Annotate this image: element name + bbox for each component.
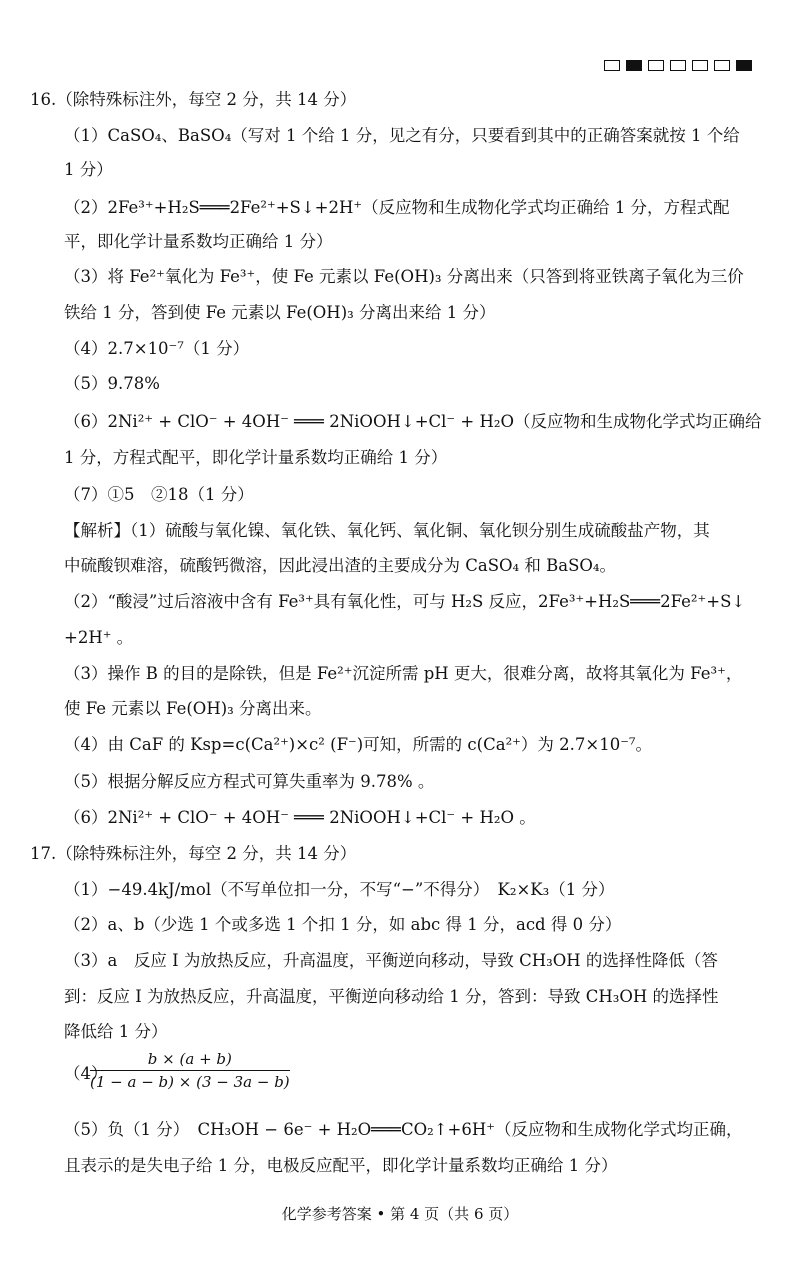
filled-square-icon [626, 60, 642, 71]
text-line: （1）−49.4kJ/mol（不写单位扣一分，不写“−”不得分） K₂×K₃（1 分） [64, 880, 615, 899]
empty-square-icon [604, 60, 620, 71]
text-line: 铁给 1 分，答到使 Fe 元素以 Fe(OH)₃ 分离出来给 1 分） [64, 303, 496, 322]
text-line: +2H⁺ 。 [64, 628, 134, 647]
empty-square-icon [692, 60, 708, 71]
fraction-answer [90, 1050, 290, 1091]
text-line: （4）由 CaF 的 Ksp=c(Ca²⁺)×c² (F⁻)可知，所需的 c(Ca²⁺）为 2.7×10⁻⁷。 [64, 735, 653, 754]
text-line: 1 分） [64, 160, 113, 179]
text-line: （7）①5 ②18（1 分） [64, 485, 254, 504]
text-line: （5）负（1 分） CH₃OH − 6e⁻ + H₂O═══CO₂↑+6H⁺（反应物和生成物化学式均正确， [64, 1120, 743, 1139]
text-line: （4）2.7×10⁻⁷（1 分） [64, 339, 250, 358]
text-line: （2）2Fe³⁺+H₂S═══2Fe²⁺+S↓+2H⁺（反应物和生成物化学式均正确给 1 分，方程式配 [64, 198, 730, 217]
filled-square-icon [736, 60, 752, 71]
text-line: 到：反应 Ⅰ 为放热反应，升高温度，平衡逆向移动给 1 分，答到：导致 CH₃OH 的选择性 [64, 987, 719, 1006]
text-line: 中硫酸钡难溶，硫酸钙微溶，因此浸出渣的主要成分为 CaSO₄ 和 BaSO₄。 [64, 556, 617, 575]
text-line: 17.（除特殊标注外，每空 2 分，共 14 分） [30, 844, 357, 863]
text-line: 使 Fe 元素以 Fe(OH)₃ 分离出来。 [64, 699, 322, 718]
text-line: （2）“酸浸”过后溶液中含有 Fe³⁺具有氧化性，可与 H₂S 反应，2Fe³⁺+H₂S═══2Fe²⁺+S↓ [64, 592, 746, 611]
fraction-denominator: (1 − a − b) × (3 − 3a − b) [90, 1073, 290, 1091]
empty-square-icon [670, 60, 686, 71]
text-line: （5）9.78% [64, 374, 160, 393]
text-line: 16.（除特殊标注外，每空 2 分，共 14 分） [30, 90, 357, 109]
text-line: 平，即化学计量系数均正确给 1 分） [64, 232, 333, 251]
text-line: 且表示的是失电子给 1 分，电极反应配平，即化学计量系数均正确给 1 分） [64, 1156, 618, 1175]
text-line: 1 分，方程式配平，即化学计量系数均正确给 1 分） [64, 448, 448, 467]
text-line: （1）CaSO₄、BaSO₄（写对 1 个给 1 分，见之有分，只要看到其中的正确答案就按 1 个给 [64, 126, 740, 145]
fraction-numerator: b × (a + b) [90, 1050, 290, 1071]
text-line: 【解析】（1）硫酸与氧化镍、氧化铁、氧化钙、氧化铜、氧化钡分别生成硫酸盐产物，其 [64, 521, 710, 540]
text-line: （3）将 Fe²⁺氧化为 Fe³⁺，使 Fe 元素以 Fe(OH)₃ 分离出来（只答到将亚铁离子氧化为三价 [64, 267, 744, 286]
text-line: （5）根据分解反应方程式可算失重率为 9.78% 。 [64, 772, 435, 791]
text-line: （2）a、b（少选 1 个或多选 1 个扣 1 分，如 abc 得 1 分，acd 得 0 分） [64, 915, 622, 934]
empty-square-icon [648, 60, 664, 71]
text-line: （3）a 反应 Ⅰ 为放热反应，升高温度，平衡逆向移动，导致 CH₃OH 的选择性降低（答 [64, 951, 718, 970]
text-line: （6）2Ni²⁺ + ClO⁻ + 4OH⁻ ═══ 2NiOOH↓+Cl⁻ + H₂O（反应物和生成物化学式均正确给 [64, 412, 762, 431]
header-marks [604, 60, 752, 71]
text-line: 降低给 1 分） [64, 1022, 168, 1041]
text-line: （3）操作 B 的目的是除铁，但是 Fe²⁺沉淀所需 pH 更大，很难分离，故将其氧化为 Fe³⁺， [64, 664, 743, 683]
page-footer: 化学参考答案 • 第 4 页（共 6 页） [281, 1205, 519, 1223]
text-line: （4） [64, 1064, 108, 1083]
empty-square-icon [714, 60, 730, 71]
text-line: （6）2Ni²⁺ + ClO⁻ + 4OH⁻ ═══ 2NiOOH↓+Cl⁻ + H₂O 。 [64, 808, 536, 827]
